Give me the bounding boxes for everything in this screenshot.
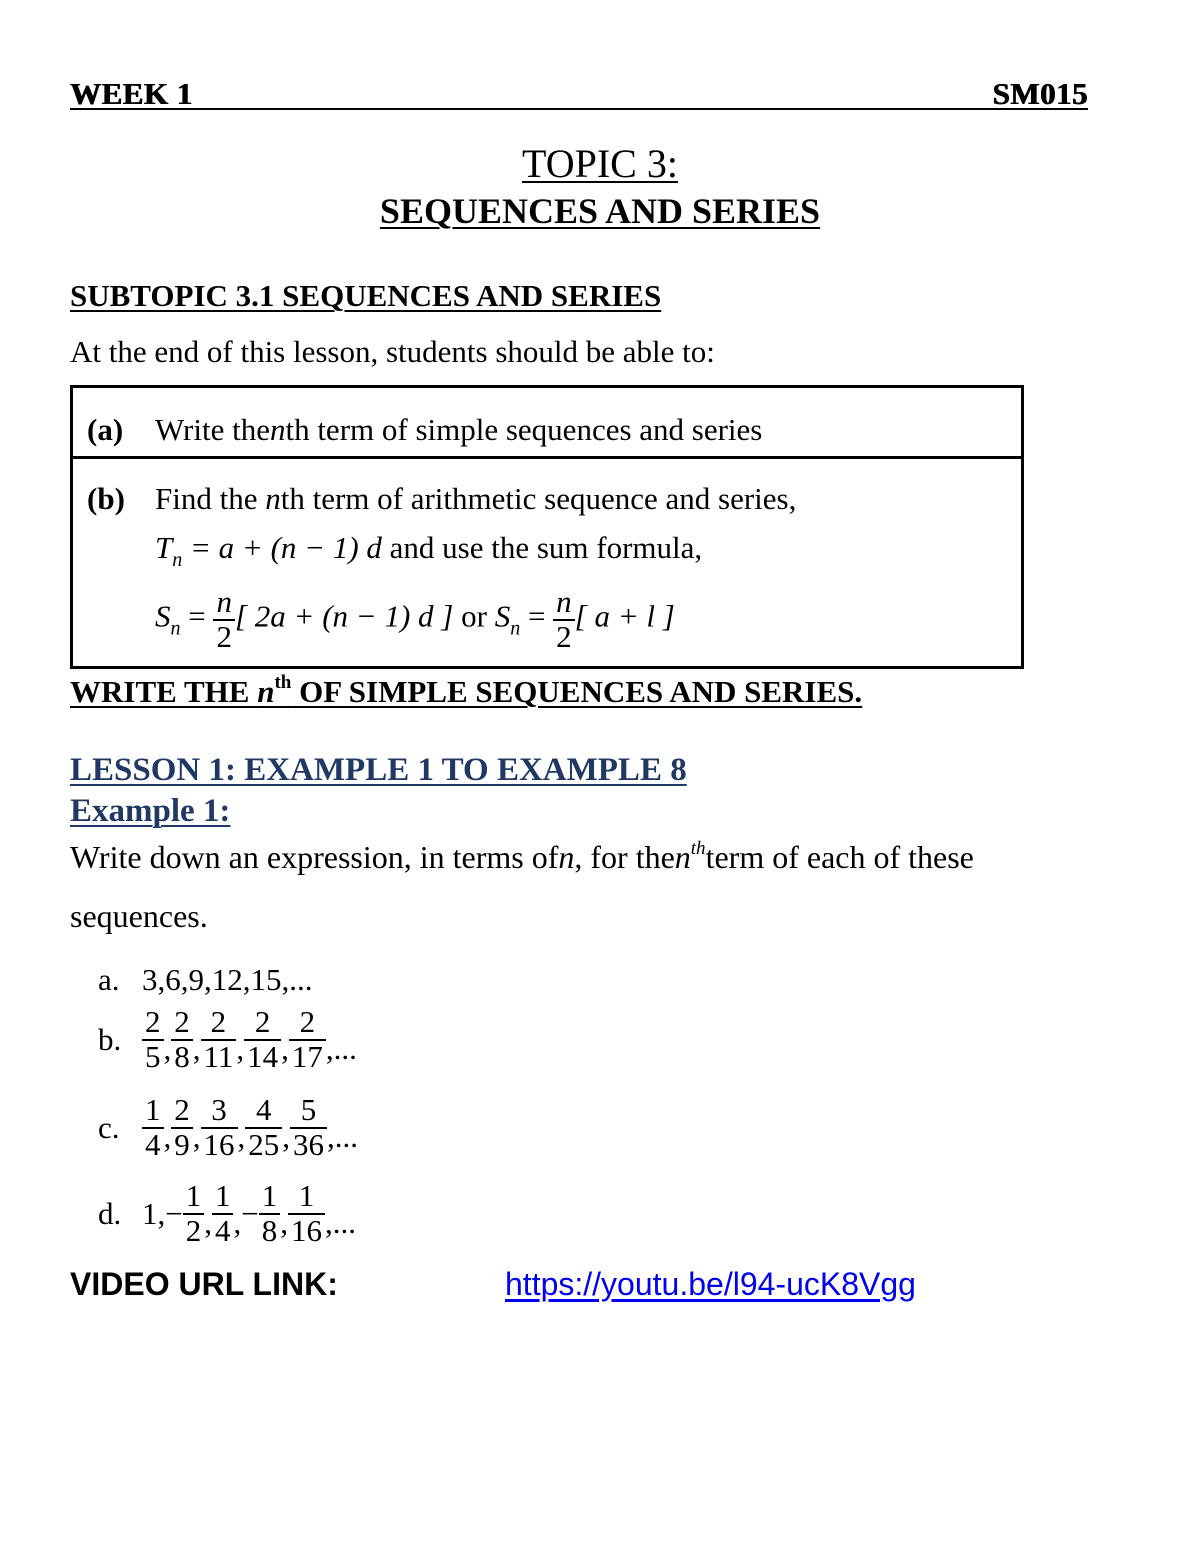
sum-fraction-2: $\frac{n}{2}$ [553, 586, 575, 653]
sequence-b-separator: , [163, 1031, 172, 1067]
sequence-c-separator: , [282, 1119, 290, 1155]
subtopic-heading: SUBTOPIC 3.1 SEQUENCES AND SERIES [70, 278, 662, 313]
sequence-d-prefix: 1, [142, 1195, 166, 1231]
sequence-d-sign: − [165, 1195, 183, 1231]
question-text: Write down an expression, in terms ofn, for then$^{th}$term of each of these [70, 838, 974, 875]
objective-text-b-line1: Find the nth term of arithmetic sequence and series, [155, 481, 797, 516]
sequence-d-fraction: $\frac{1}{8}$ [259, 1180, 281, 1247]
objective-label-a: (a) [87, 412, 124, 447]
sequence-b-separator: , [236, 1031, 245, 1067]
objective-text-a: Write thenth term of simple sequences and series [155, 412, 763, 447]
sequence-b-fraction: $\frac{2}{8}$ [171, 1006, 193, 1073]
sequence-d [98, 1180, 356, 1247]
sequence-b-separator: , [281, 1031, 289, 1067]
tn-formula: $T_n = a + (n - 1)$ d and use the sum formula, [155, 530, 703, 571]
video-link[interactable]: https://youtu.be/l94-ucK8Vgg [505, 1266, 916, 1302]
sequence-b-fraction: $\frac{2}{17}$ [289, 1006, 326, 1073]
objectives-table [70, 385, 1024, 669]
sequence-c-separator: ,... [327, 1119, 358, 1155]
sequence-c-separator: , [237, 1119, 246, 1155]
sequence-c-fraction: $\frac{3}{16}$ [201, 1094, 238, 1161]
sequence-c-fraction: $\frac{4}{25}$ [245, 1094, 282, 1161]
sequence-b-separator: , [192, 1031, 201, 1067]
sequence-c-separator: , [163, 1119, 172, 1155]
sequence-c-letter: c. [98, 1109, 120, 1145]
sum-fraction-1: $\frac{n}{2}$ [213, 586, 235, 653]
sequence-b-fraction: $\frac{2}{14}$ [244, 1006, 281, 1073]
sum-formula: $S_n$ = $\frac{n}{2}$ [ 2a + (n − 1) d ] or $S_n$ = $\frac{n}{2}$ [ a + l ] [155, 584, 675, 654]
objective-label-b: (b) [87, 481, 125, 516]
sequence-c-fraction: $\frac{2}{9}$ [171, 1094, 193, 1161]
sequence-d-fraction: $\frac{1}{2}$ [183, 1180, 205, 1247]
sequence-d-sign: − [241, 1195, 259, 1231]
sequence-d-letter: d. [98, 1195, 122, 1231]
sequence-b-separator: ,... [325, 1031, 357, 1067]
sequence-d-separator: , [233, 1205, 242, 1241]
example-title: Example 1: [70, 793, 231, 829]
sequence-c-fraction: $\frac{1}{4}$ [142, 1094, 164, 1161]
sequence-b-fraction: $\frac{2}{11}$ [201, 1006, 237, 1073]
objective-row-a [73, 388, 1021, 459]
sequence-b [98, 1006, 357, 1073]
sequence-b-letter: b. [98, 1021, 122, 1057]
lesson-heading: LESSON 1: EXAMPLE 1 TO EXAMPLE 8 [70, 752, 687, 788]
sequence-d-separator: , [204, 1205, 212, 1241]
week-label: WEEK 1 [70, 76, 193, 111]
sequence-c-separator: , [192, 1119, 201, 1155]
sequence-d-separator: , [280, 1205, 288, 1241]
video-label: VIDEO URL LINK: [70, 1266, 338, 1302]
intro-text: At the end of this lesson, students should be able to: [70, 334, 715, 369]
sequence-d-fraction: $\frac{1}{16}$ [288, 1180, 325, 1247]
sequence-a: a. 3,6,9,12,15,... [98, 962, 313, 997]
write-heading: WRITE THE $n^{th}$ OF SIMPLE SEQUENCES AND SERIES. [70, 672, 863, 709]
sequence-c [98, 1094, 358, 1161]
topic-subtitle: SEQUENCES AND SERIES [379, 191, 821, 231]
page-header [70, 76, 1088, 110]
topic-title: TOPIC 3: [522, 141, 678, 186]
question-text-line2: sequences. [70, 898, 208, 934]
course-code: SM015 [992, 76, 1088, 111]
sequence-c-fraction: $\frac{5}{36}$ [290, 1094, 327, 1161]
sequence-d-separator: ,... [324, 1205, 356, 1241]
sequence-b-fraction: $\frac{2}{5}$ [142, 1006, 164, 1073]
sequence-d-fraction: $\frac{1}{4}$ [212, 1180, 234, 1247]
